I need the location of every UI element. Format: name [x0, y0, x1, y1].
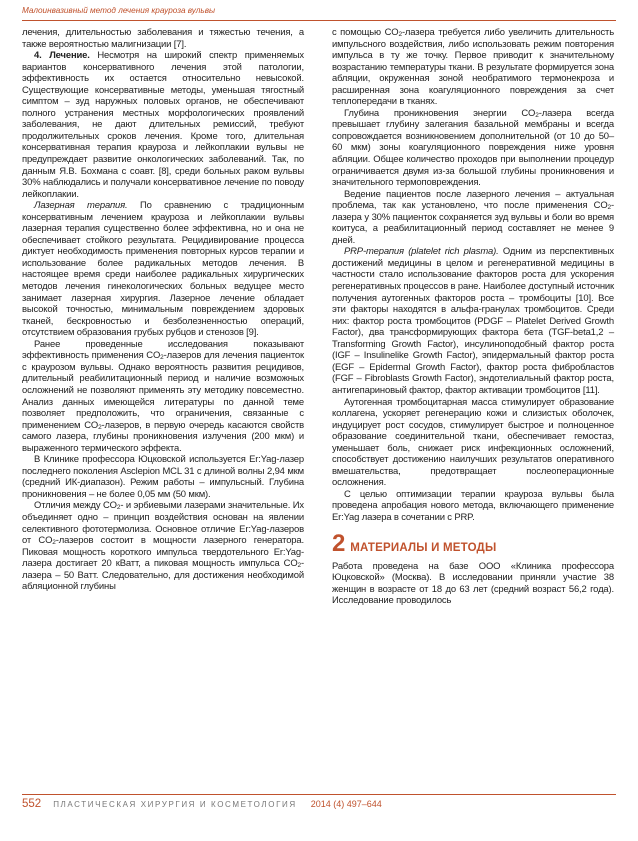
paragraph: Ранее проведенные исследования показывают эффективность применения $CO_2$-лазеров для лечения пациенток с краурозом вульвы. Однако вероятность развития рецидивов, длительный реабилитационный период и наличие возможных осложнений не позволяют применять эту методику повсеместно. Анализ данных имеющейся литературы по данной теме позволяет предположить, что ограничения, связанные с применением $CO_2$-лазеров, в первую очередь касаются свойств самого лазера, глубины проникновения излучения (200 мкм) и выраженного термического эффекта.	[22, 338, 305, 454]
section-number: 2	[332, 529, 346, 557]
page-footer	[22, 794, 616, 813]
running-title: Малоинвазивный метод лечения крауроза вульвы	[22, 6, 216, 15]
paragraph-laser-therapy: Лазерная терапия. По сравнению с традиционным консервативным лечением крауроза и лейкоплакии вульвы лазерная терапия существенно более эффективна, но и она не обеспечивает стойкого результата. Рецидивирование процесса диктует необходимость применения повторных курсов терапии и использование более радикальных методов лечения. В настоящее время среди наиболее радикальных хирургических методов лечения гинекологических больных ведущее место занимает лазерная хирургия. Лазерное лечение обладает высокой точностью, минимальным повреждением здоровых тканей, бескровностью и безболезненностью операций, отсутствием образования грубых рубцов и стенозов [9].	[22, 200, 305, 339]
paragraph: с помощью $CO_2$-лазера требуется либо увеличить длительность импульсного воздействия, либо использовать режим повторения импульса в ту же точку. Первое приводит к значительному возрастанию температуры ткани. В результате формируется зона абляции, окруженная зоной необратимого термонекроза и расширенная зона коагуляционного повреждения за счет теплопередачи в тканях.	[332, 27, 614, 108]
header-rule	[22, 20, 616, 21]
issue-info: 2014 (4) 497–644	[310, 799, 382, 809]
paragraph-prp-therapy: PRP-терапия (platelet rich plasma). Одним из перспективных достижений медицины в целом и регенеративной медицины в частности стало использование факторов роста для ускорения регенеративных процессов в ране. Наиболее доступный источник получения аутогенных факторов роста – тромбоциты [10]. Все эти факторы находятся в альфа-гранулах тромбоцитов. Среди них: фактор роста тромбоцитов (PDGF – Platelet Derived Growth Factor), два трансформирующих фактора бета (TGF-beta1,2 – Transforming Growth Factor), инсулиноподобный фактор роста (IGF – Insulinelike Growth Factor), эпидермальный фактор роста (EGF – Epidermal Growth Factor), фактор роста фибробластов (FGF – Fibroblasts Growth Factor), эндотелиальный фактор роста, антигепариновый фактор, фактор активации тромбоцитов [11].	[332, 246, 614, 396]
section-title: МАТЕРИАЛЫ И МЕТОДЫ	[350, 541, 497, 554]
paragraph: Аутогенная тромбоцитарная масса стимулирует образование коллагена, ускоряет регенерацию кожи и слизистых оболочек, индуцирует рост сосудов, стимулирует быстрое и полноценное образование соединительной ткани, обеспечивает гемостаз, уменьшает боль, снижает риск инфекционных осложнений, способствует достижению наилучших результатов оперативного вмешательства, предотвращает послеоперационные осложнения.	[332, 396, 614, 489]
right-column	[332, 27, 614, 607]
paragraph: С целью оптимизации терапии крауроза вульвы была проведена апробация нового метода, включающего применение Er:Yag лазера в сочетании с PRP.	[332, 488, 614, 523]
paragraph: Ведение пациентов после лазерного лечения – актуальная проблема, так как установлено, что после применения $CO_2$-лазера у 30% пациенток сохраняется зуд вульвы и боли во время коитуса, а реабилитационный период составляет не менее 9 дней.	[332, 188, 614, 246]
subheading: 4. Лечение.	[34, 50, 90, 62]
paragraph: Отличия между $CO_2-$ и эрбиевыми лазерами значительные. Их объединяет одно – принцип воздействия основан на явлении селективного фототермолиза. Основное отличие Er:Yag-лазеров от $CO_2$-лазеров состоит в мощности лазерного генератора. Пиковая мощность короткого импульса твердотельного Er:Yag-лазера достигает 20 кВатт, а пиковая мощность импульса $CO_2$-лазера – 50 Ватт. Следовательно, для достижения необходимой абляционной глубины	[22, 500, 305, 593]
paragraph: лечения, длительностью заболевания и тяжестью течения, а также вероятностью малигнизации [7].	[22, 27, 304, 50]
page-number: 552	[22, 798, 42, 810]
section-heading	[332, 529, 614, 557]
paragraph: Глубина проникновения энергии $CO_2$-лазера всегда превышает глубину залегания базальной мембраны и всегда сопровождается возникновением дополнительной (от 10 до 50–60 мкм) зоны коагуляционного повреждения ниже уровня абляции. Общее количество проходов при выполнении процедур ограничивается двумя из-за большой глубины проникновения и значительного термоповреждения.	[332, 107, 614, 189]
paragraph-treatment: 4. Лечение. Несмотря на широкий спектр применяемых вариантов консервативного лечения этой патологии, эффективность их остается относительно невысокой. Существующие консервативные методы, уменьшая тягостный симптом – зуд наружных половых органов, не обеспечивают полного устранения местных морфологических проявлений заболевания, не дают длительных ремиссий, требуют продолжительных сроков лечения. Кроме того, длительная консервативная терапия крауроза и лейкоплакии вульвы не предупреждает развитие онкологических заболеваний. Так, по данным Я.В. Бохмана с соавт. [8], среди больных раком вульвы 30% наблюдались и получали консервативное лечение по поводу лейкоплакии.	[22, 50, 304, 200]
paragraph: В Клинике профессора Юцковской используется Er:Yag-лазер последнего поколения Asclepion MCL 31 с длиной волны 2,94 мкм (средний ИК-диапазон). Режим работы – импульсный. Глубина проникновения – не более 0,05 мм (50 мкм).	[22, 454, 304, 500]
subheading: PRP-терапия (platelet rich plasma).	[344, 246, 499, 258]
left-column	[22, 27, 304, 593]
paragraph: Работа проведена на базе ООО «Клиника профессора Юцковской» (Москва). В исследовании приняли участие 38 женщин в возрасте от 18 до 63 лет (средний возраст 56,2 года). Исследование проводилось	[332, 560, 614, 607]
journal-title: ПЛАСТИЧЕСКАЯ ХИРУРГИЯ И КОСМЕТОЛОГИЯ	[53, 799, 297, 809]
subheading: Лазерная терапия.	[34, 200, 128, 212]
